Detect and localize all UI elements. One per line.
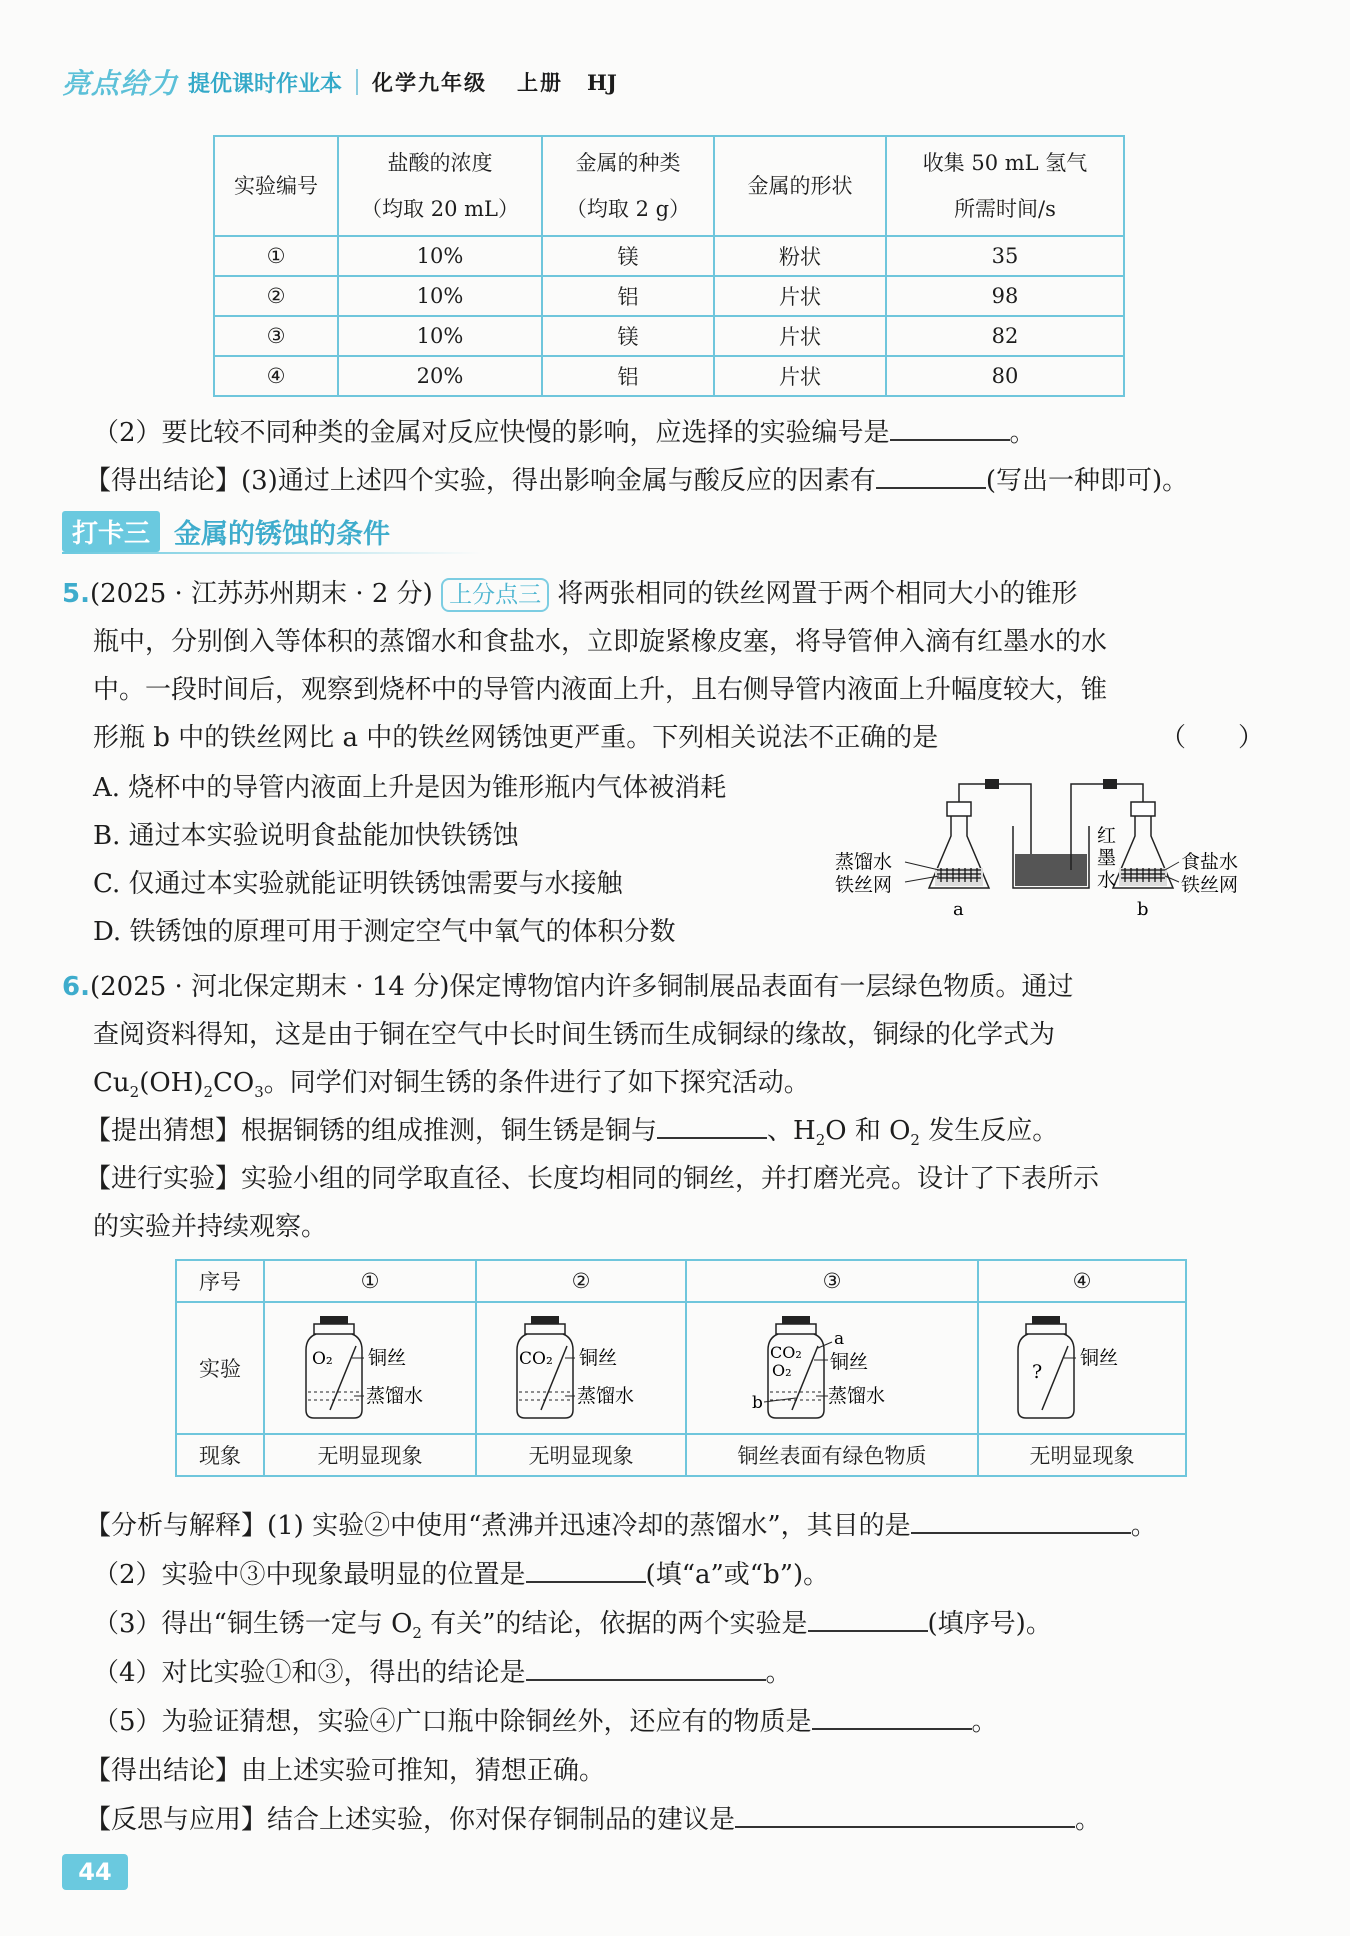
q6-line2: 查阅资料得知，这是由于铜在空气中长时间生锈而生成铜绿的缘故，铜绿的化学式为 — [93, 1020, 1056, 1050]
position-a-label: a — [834, 1328, 845, 1349]
answer-blank[interactable] — [657, 1111, 767, 1139]
q6-reflection: 【反思与应用】结合上述实验，你对保存铜制品的建议是 。 — [85, 1796, 1265, 1844]
table-header-row — [214, 136, 1124, 236]
table-cell: ③ — [214, 316, 338, 356]
table-row — [214, 356, 1124, 396]
bottle-figure-4 — [982, 1306, 1182, 1426]
copper-wire-label: 铜丝 — [830, 1350, 869, 1373]
gas-label: CO₂ — [770, 1342, 802, 1362]
question-source: (2025 · 江苏苏州期末 · 2 分) — [89, 579, 433, 609]
q5-line4: 形瓶 b 中的铁丝网比 a 中的铁丝网锈蚀更严重。下列相关说法不正确的是 — [93, 723, 939, 753]
label-iron-mesh-left: 铁丝网 — [835, 874, 893, 896]
unknown-substance-label: ? — [1032, 1360, 1043, 1383]
row-label: 现象 — [176, 1434, 264, 1476]
q6-analysis-4: （4）对比实验①和③，得出的结论是 。 — [93, 1649, 1273, 1697]
label-salt-water: 食盐水 — [1181, 851, 1239, 873]
water-label: 蒸馏水 — [577, 1384, 635, 1407]
header-divider — [356, 69, 358, 95]
position-b-label: b — [752, 1392, 763, 1413]
q4-part2: （2）要比较不同种类的金属对反应快慢的影响，应选择的实验编号是 。 — [93, 409, 1273, 457]
table-cell: 粉状 — [714, 236, 886, 276]
label-a: a — [953, 899, 964, 920]
table-cell: 98 — [886, 276, 1124, 316]
table-cell: ④ — [214, 356, 338, 396]
gas-label: O₂ — [772, 1360, 792, 1380]
table-cell: 无明显现象 — [264, 1434, 476, 1476]
table-row — [176, 1434, 1186, 1476]
bottle-cell-4 — [978, 1302, 1186, 1434]
table-cell: 铝 — [542, 356, 714, 396]
answer-blank[interactable] — [890, 413, 1010, 441]
table-cell: ④ — [978, 1260, 1186, 1302]
table-row — [214, 276, 1124, 316]
answer-blank[interactable] — [911, 1506, 1131, 1534]
table-cell: 无明显现象 — [978, 1434, 1186, 1476]
header-cell: 实验编号 — [214, 136, 338, 236]
table-cell: 铝 — [542, 276, 714, 316]
question-number: 5. — [62, 579, 90, 609]
answer-paren[interactable]: （ ） — [1160, 723, 1265, 753]
page-number: 44 — [62, 1854, 128, 1890]
gas-label: O₂ — [312, 1348, 333, 1369]
page-header — [62, 62, 617, 102]
flask-a — [929, 802, 989, 888]
header-cell: 金属的形状 — [714, 136, 886, 236]
q6-experiment-l1: 【进行实验】实验小组的同学取直径、长度均相同的铜丝，并打磨光亮。设计了下表所示 — [85, 1164, 1100, 1194]
flask-b — [1113, 802, 1173, 888]
rusting-apparatus-figure — [835, 770, 1275, 930]
bottle-cell-3 — [686, 1302, 978, 1434]
option-d[interactable]: D. 铁锈蚀的原理可用于测定空气中氧气的体积分数 — [93, 917, 676, 947]
bottle-figure-3 — [692, 1306, 972, 1426]
table-cell: 10% — [338, 316, 542, 356]
table-cell: 片状 — [714, 316, 886, 356]
table-row — [214, 236, 1124, 276]
section-header — [62, 508, 390, 554]
edition-label: HJ — [587, 69, 617, 95]
question-source: (2025 · 河北保定期末 · 14 分) — [89, 972, 450, 1002]
bottle-cell-1 — [264, 1302, 476, 1434]
q6-conclusion: 【得出结论】由上述实验可推知，猜想正确。 — [85, 1756, 606, 1786]
q6-analysis-5: （5）为验证猜想，实验④广口瓶中除铜丝外，还应有的物质是 。 — [93, 1698, 1273, 1746]
header-cell: 金属的种类 （均取 2 g） — [542, 136, 714, 236]
bottle-figure-2 — [481, 1306, 681, 1426]
table-row — [214, 316, 1124, 356]
table-cell: 10% — [338, 276, 542, 316]
table-cell: 片状 — [714, 276, 886, 316]
table-cell: 35 — [886, 236, 1124, 276]
table-cell: 20% — [338, 356, 542, 396]
bottle-figure-1 — [270, 1306, 470, 1426]
table-cell: 10% — [338, 236, 542, 276]
answer-blank[interactable] — [876, 461, 986, 489]
q6-analysis-2: （2）实验中③中现象最明显的位置是 (填“a”或“b”)。 — [93, 1551, 1273, 1599]
label-iron-mesh-right: 铁丝网 — [1181, 874, 1239, 896]
answer-blank[interactable] — [812, 1702, 972, 1730]
bottle-cell-2 — [476, 1302, 686, 1434]
beaker — [1013, 826, 1089, 888]
table-cell: 80 — [886, 356, 1124, 396]
q5-line1: 5.(2025 · 江苏苏州期末 · 2 分) 上分点三 将两张相同的铁丝网置于两个相同大小的锥形 — [62, 570, 1242, 618]
option-c[interactable]: C. 仅通过本实验就能证明铁锈蚀需要与水接触 — [93, 869, 623, 899]
table-cell: ③ — [686, 1260, 978, 1302]
row-label: 序号 — [176, 1260, 264, 1302]
section-title: 金属的锈蚀的条件 — [174, 518, 391, 550]
subject-grade: 化学九年级 — [372, 71, 488, 95]
series-title: 提优课时作业本 — [188, 71, 343, 97]
q6-line3: $Cu_2(OH)_2CO_3$。同学们对铜生锈的条件进行了如下探究活动。 — [93, 1068, 810, 1102]
table-cell: 镁 — [542, 236, 714, 276]
water-label: 蒸馏水 — [828, 1384, 886, 1407]
copper-wire-label: 铜丝 — [368, 1346, 407, 1369]
q5-line3: 中。一段时间后，观察到烧杯中的导管内液面上升，且右侧导管内液面上升幅度较大，锥 — [93, 675, 1108, 705]
answer-blank[interactable] — [735, 1800, 1075, 1828]
table-cell: 片状 — [714, 356, 886, 396]
table-cell: ① — [264, 1260, 476, 1302]
q4-part3: 【得出结论】(3)通过上述四个实验，得出影响金属与酸反应的因素有 (写出一种即可)。 — [85, 457, 1265, 505]
table-cell: ① — [214, 236, 338, 276]
table-cell: 无明显现象 — [476, 1434, 686, 1476]
answer-blank[interactable] — [526, 1555, 646, 1583]
header-cell: 收集 50 mL 氢气 所需时间/s — [886, 136, 1124, 236]
option-a[interactable]: A. 烧杯中的导管内液面上升是因为锥形瓶内气体被消耗 — [93, 773, 727, 803]
label-b: b — [1137, 899, 1149, 920]
label-red-ink-1: 红 — [1097, 825, 1117, 847]
q6-analysis-3: （3）得出“铜生锈一定与 $O_2$ 有关”的结论，依据的两个实验是 (填序号)。 — [93, 1600, 1273, 1657]
volume-label: 上册 — [517, 71, 564, 95]
q6-hypothesis: 【提出猜想】根据铜锈的组成推测，铜生锈是铜与 、$H_2O$ 和 $O_2$ 发生反应。 — [85, 1107, 1265, 1164]
gas-label: CO₂ — [519, 1348, 553, 1369]
table-cell: ② — [214, 276, 338, 316]
answer-blank[interactable] — [808, 1604, 928, 1632]
table-row — [176, 1302, 1186, 1434]
q6-analysis-1: 【分析与解释】(1) 实验②中使用“煮沸并迅速冷却的蒸馏水”，其目的是 。 — [85, 1502, 1265, 1550]
answer-blank[interactable] — [526, 1653, 766, 1681]
copper-rust-table — [175, 1259, 1187, 1477]
table-cell: ② — [476, 1260, 686, 1302]
row-label: 实验 — [176, 1302, 264, 1434]
copper-patina-formula: $Cu_2(OH)_2CO_3$ — [93, 1068, 264, 1102]
section-rule — [62, 552, 482, 554]
table-cell: 82 — [886, 316, 1124, 356]
label-red-ink-2: 墨 — [1097, 847, 1117, 869]
metal-acid-table — [213, 135, 1125, 397]
q6-line1: 6.(2025 · 河北保定期末 · 14 分)保定博物馆内许多铜制展品表面有一层绿色物质。通过 — [62, 972, 1074, 1002]
q6-experiment-l2: 的实验并持续观察。 — [93, 1212, 328, 1242]
label-red-ink-3: 水 — [1097, 869, 1117, 891]
question-number: 6. — [62, 972, 90, 1002]
water-label: 蒸馏水 — [366, 1384, 424, 1407]
section-tag: 打卡三 — [62, 511, 160, 552]
table-cell: 铜丝表面有绿色物质 — [686, 1434, 978, 1476]
brand-logo: 亮点给力 — [62, 67, 179, 100]
copper-wire-label: 铜丝 — [1080, 1346, 1119, 1369]
header-cell: 盐酸的浓度 （均取 20 mL） — [338, 136, 542, 236]
q5-line2: 瓶中，分别倒入等体积的蒸馏水和食盐水，立即旋紧橡皮塞，将导管伸入滴有红墨水的水 — [93, 627, 1108, 657]
copper-wire-label: 铜丝 — [579, 1346, 618, 1369]
score-point-tag: 上分点三 — [441, 578, 549, 612]
option-b[interactable]: B. 通过本实验说明食盐能加快铁锈蚀 — [93, 821, 519, 851]
table-row — [176, 1260, 1186, 1302]
label-distilled-water: 蒸馏水 — [835, 851, 893, 873]
table-cell: 镁 — [542, 316, 714, 356]
